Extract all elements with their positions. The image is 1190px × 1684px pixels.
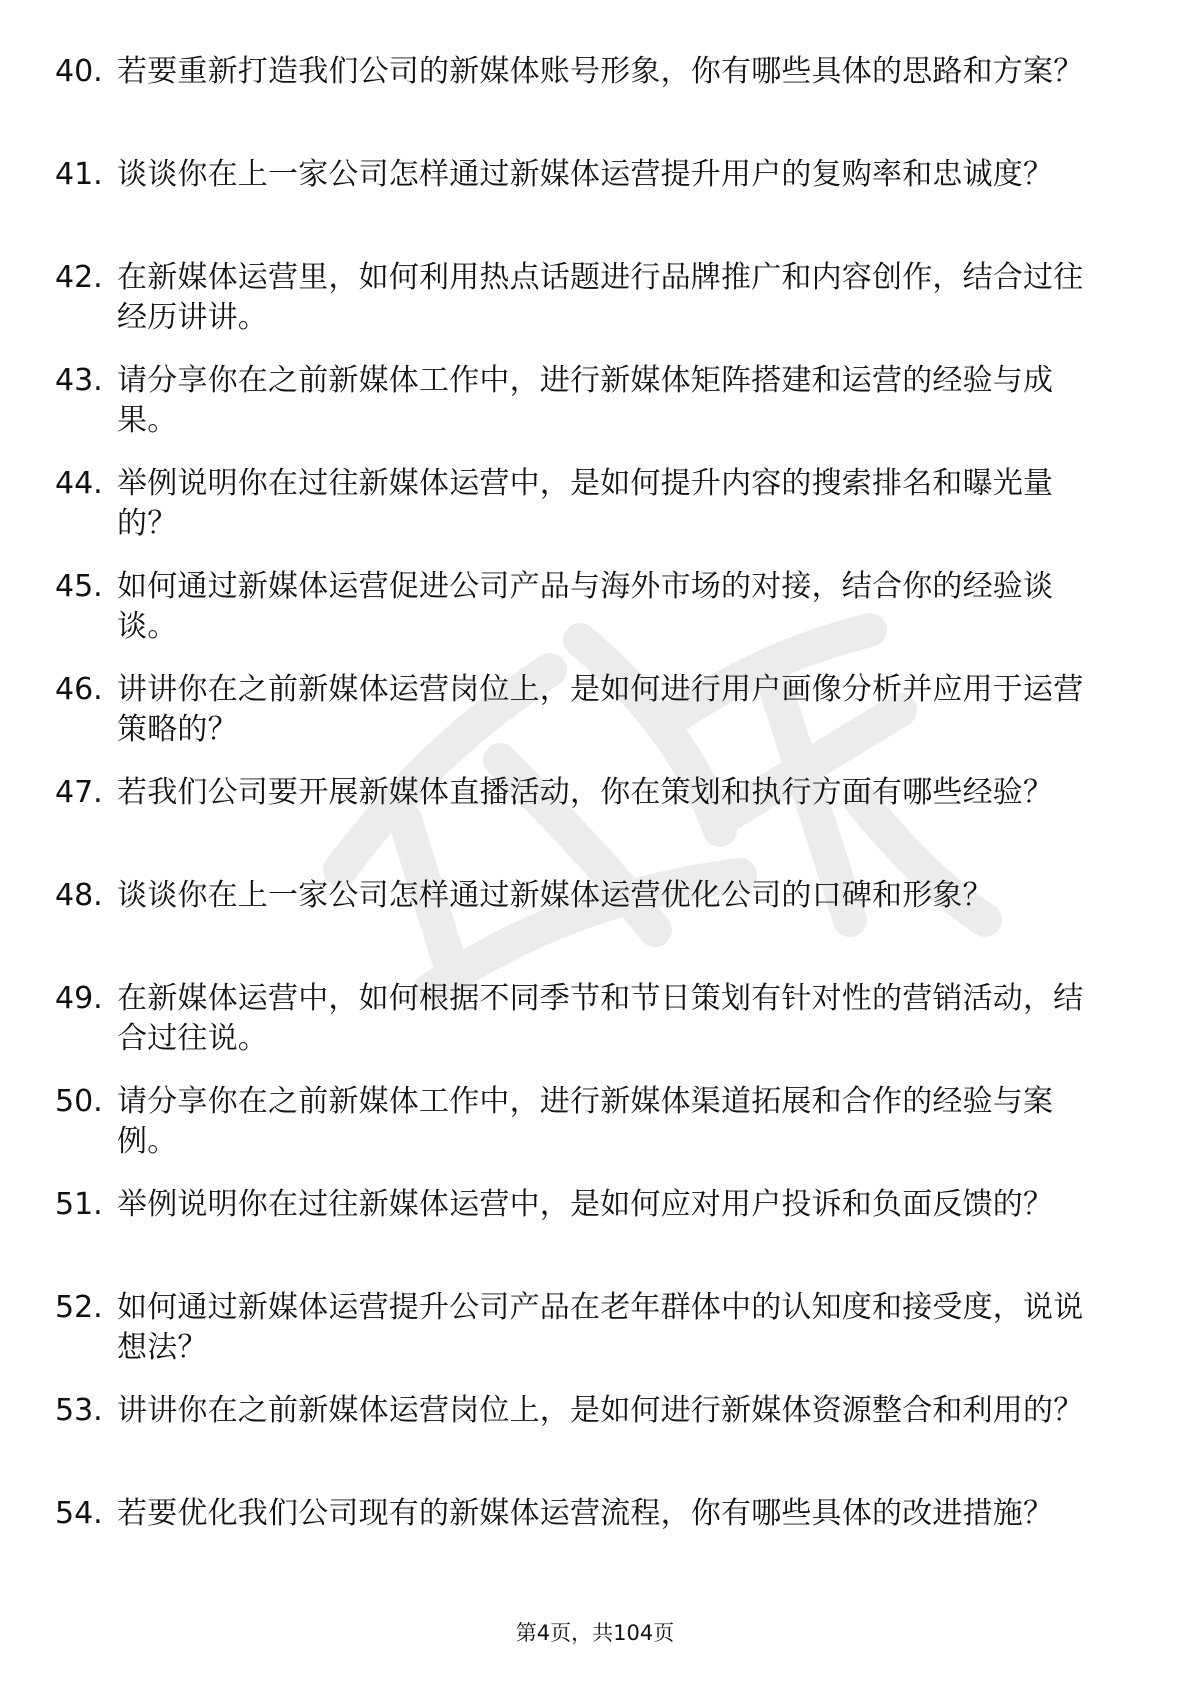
question-text: 若要优化我们公司现有的新媒体运营流程，你有哪些具体的改进措施？ bbox=[117, 1496, 1054, 1531]
question-number: 45. bbox=[55, 569, 103, 604]
question-item-46 bbox=[55, 670, 1115, 773]
question-number: 54. bbox=[55, 1496, 103, 1531]
question-item-40 bbox=[55, 52, 1115, 155]
question-item-54 bbox=[55, 1494, 1115, 1597]
question-text: 如何通过新媒体运营促进公司产品与海外市场的对接，结合你的经验谈谈。 bbox=[117, 569, 1054, 644]
question-text: 若我们公司要开展新媒体直播活动，你在策划和执行方面有哪些经验？ bbox=[117, 775, 1054, 810]
question-item-48 bbox=[55, 876, 1115, 979]
question-text: 在新媒体运营里，如何利用热点话题进行品牌推广和内容创作，结合过往经历讲讲。 bbox=[117, 260, 1084, 335]
question-text: 在新媒体运营中，如何根据不同季节和节日策划有针对性的营销活动，结合过往说。 bbox=[117, 981, 1084, 1056]
question-text: 举例说明你在过往新媒体运营中，是如何提升内容的搜索排名和曝光量的？ bbox=[117, 466, 1054, 541]
question-number: 49. bbox=[55, 981, 103, 1016]
question-number: 53. bbox=[55, 1393, 103, 1428]
question-number: 46. bbox=[55, 672, 103, 707]
question-text: 若要重新打造我们公司的新媒体账号形象，你有哪些具体的思路和方案？ bbox=[117, 54, 1084, 89]
question-item-49 bbox=[55, 979, 1115, 1082]
question-text: 讲讲你在之前新媒体运营岗位上，是如何进行用户画像分析并应用于运营策略的？ bbox=[117, 672, 1084, 747]
question-list bbox=[55, 52, 1115, 1597]
question-item-45 bbox=[55, 567, 1115, 670]
page-number-footer: 第4页，共104页 bbox=[515, 1621, 675, 1645]
question-item-42 bbox=[55, 258, 1115, 361]
question-number: 44. bbox=[55, 466, 103, 501]
question-number: 51. bbox=[55, 1187, 103, 1222]
question-number: 41. bbox=[55, 157, 103, 192]
question-item-41 bbox=[55, 155, 1115, 258]
question-item-44 bbox=[55, 464, 1115, 567]
question-text: 请分享你在之前新媒体工作中，进行新媒体渠道拓展和合作的经验与案例。 bbox=[117, 1084, 1054, 1159]
question-text: 讲讲你在之前新媒体运营岗位上，是如何进行新媒体资源整合和利用的？ bbox=[117, 1393, 1084, 1428]
question-number: 48. bbox=[55, 878, 103, 913]
question-number: 50. bbox=[55, 1084, 103, 1119]
question-item-51 bbox=[55, 1185, 1115, 1288]
question-item-52 bbox=[55, 1288, 1115, 1391]
question-text: 如何通过新媒体运营提升公司产品在老年群体中的认知度和接受度，说说想法？ bbox=[117, 1290, 1084, 1365]
question-text: 谈谈你在上一家公司怎样通过新媒体运营优化公司的口碑和形象？ bbox=[117, 878, 993, 913]
question-number: 47. bbox=[55, 775, 103, 810]
question-text: 举例说明你在过往新媒体运营中，是如何应对用户投诉和负面反馈的？ bbox=[117, 1187, 1054, 1222]
question-text: 谈谈你在上一家公司怎样通过新媒体运营提升用户的复购率和忠诚度？ bbox=[117, 157, 1054, 192]
question-item-53 bbox=[55, 1391, 1115, 1494]
question-number: 43. bbox=[55, 363, 103, 398]
question-text: 请分享你在之前新媒体工作中，进行新媒体矩阵搭建和运营的经验与成果。 bbox=[117, 363, 1054, 438]
question-number: 40. bbox=[55, 54, 103, 89]
question-item-43 bbox=[55, 361, 1115, 464]
question-number: 52. bbox=[55, 1290, 103, 1325]
question-number: 42. bbox=[55, 260, 103, 295]
question-item-50 bbox=[55, 1082, 1115, 1185]
question-item-47 bbox=[55, 773, 1115, 876]
